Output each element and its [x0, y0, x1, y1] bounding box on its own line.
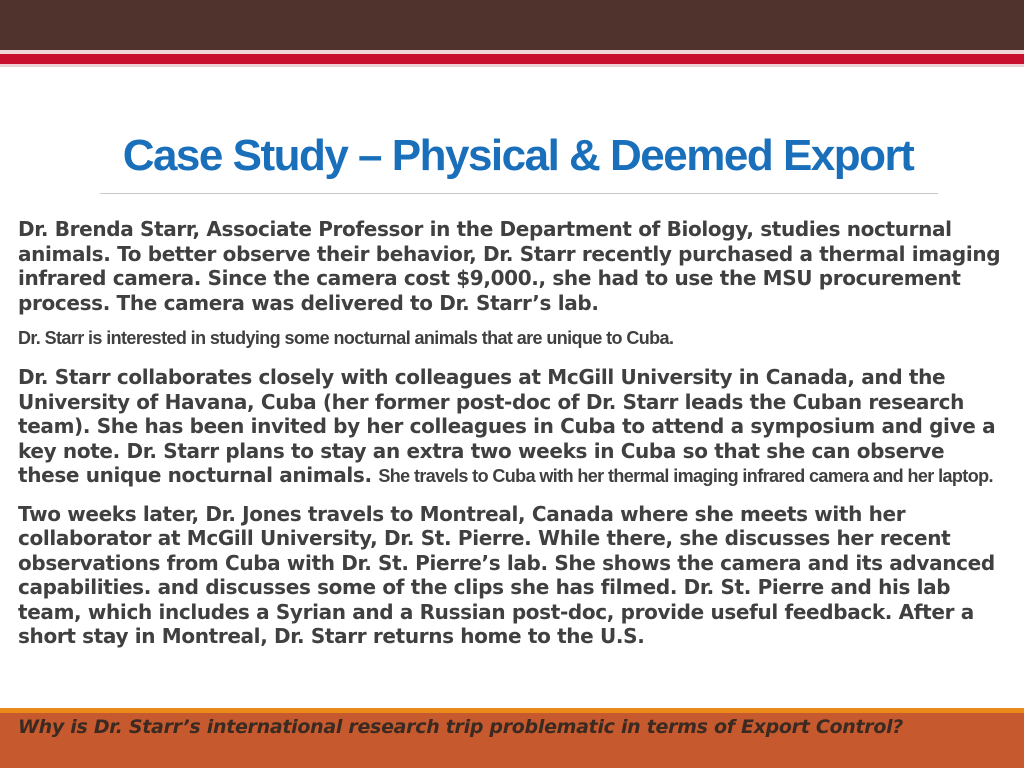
paragraph-montreal: Two weeks later, Dr. Jones travels to Montreal, Canada where she meets with her collaborator at McGill University, Dr. St. Pierre. While there, she discusses her recent observations from Cuba with Dr. St. Pierre’s lab. She shows the camera and its advanced capabilities. and discusses some of the clips she has filmed. Dr. St. Pierre and his lab team, which includes a Syrian and a Russian post-doc, provide useful feedback. After a short stay in Montreal, Dr. Starr returns home to the U.S. — [18, 501, 995, 648]
top-header-bar — [0, 0, 1024, 50]
paragraph-collaboration-main: Dr. Starr collaborates closely with colleagues at McGill University in Canada, and the University of Havana, Cuba (her former post-doc of Dr. Starr leads the Cuban research team). She has been invited by her colleagues in Cuba to attend a symposium and give a key note. Dr. Starr plans to stay an extra two weeks in Cuba so that she can observe these unique nocturnal animals. — [18, 365, 996, 487]
paragraph-interest: Dr. Starr is interested in studying some nocturnal animals that are unique to Cuba. — [18, 328, 674, 348]
slide-title: Case Study – Physical & Deemed Export — [122, 131, 914, 180]
title-divider — [100, 193, 938, 194]
paragraph-collaboration — [18, 365, 1008, 489]
paragraph-purchase: Dr. Brenda Starr, Associate Professor in the Department of Biology, studies nocturnal animals. To better observe their behavior, Dr. Starr recently purchased a thermal imaging infrared camera. Since the camera cost $9,000., she had to use the MSU procurement process. The camera was delivered to Dr. Starr’s lab. — [18, 217, 1001, 315]
discussion-question: Why is Dr. Starr’s international research trip problematic in terms of Export Control? — [18, 716, 904, 738]
top-accent-stripe-pale — [0, 64, 1024, 67]
top-accent-stripe-red — [0, 54, 1024, 64]
paragraph-collaboration-travel: She travels to Cuba with her thermal imaging infrared camera and her laptop. — [378, 466, 993, 486]
slide-body — [18, 217, 1008, 649]
